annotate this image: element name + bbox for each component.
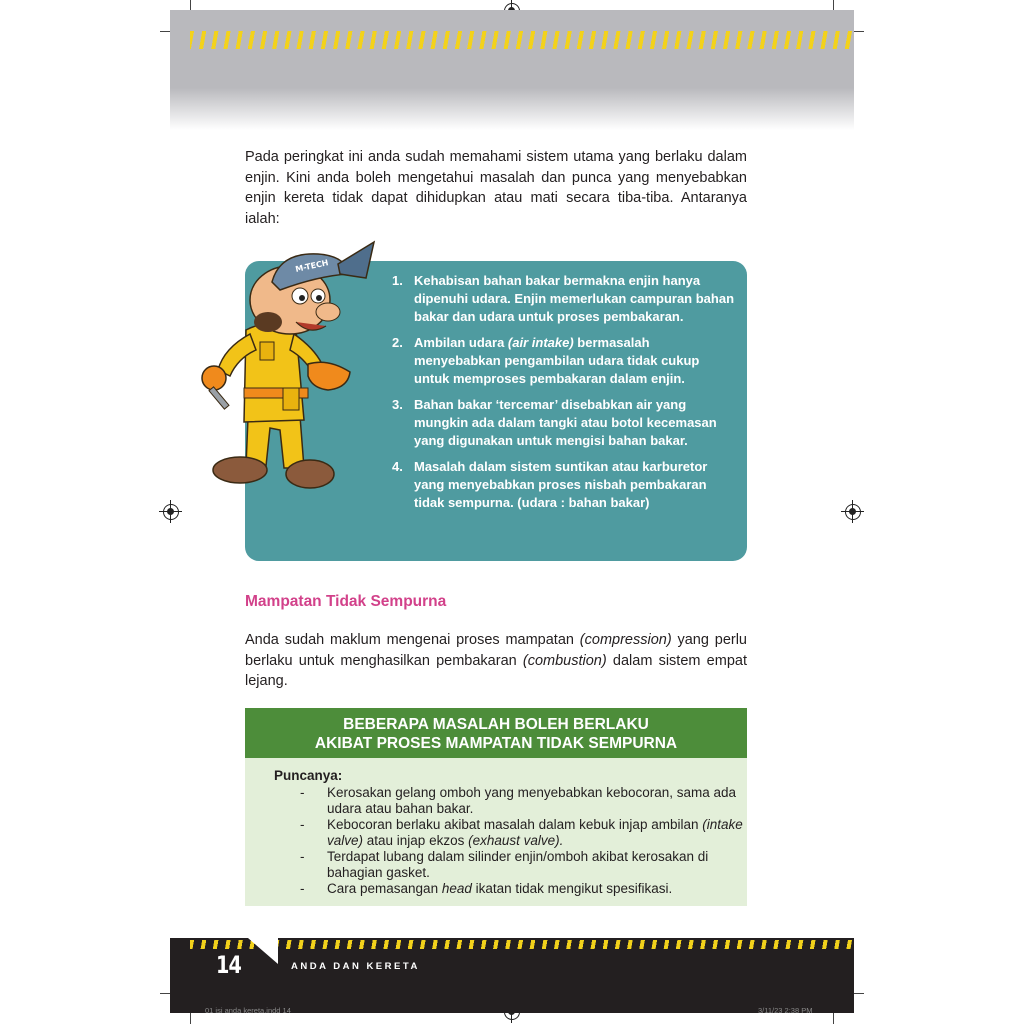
item-text: Terdapat lubang dalam silinder enjin/omboh akibat kerosakan di bahagian gasket. xyxy=(327,849,709,880)
list-item xyxy=(274,817,747,849)
list-bullet: - xyxy=(300,881,305,896)
compression-paragraph xyxy=(245,630,747,692)
item-text: Kerosakan gelang omboh yang menyebabkan kebocoran, sama ada udara atau bahan bakar. xyxy=(327,785,737,816)
issues-box-header xyxy=(245,708,747,758)
print-slug: 01 isi anda kereta.indd 14 xyxy=(205,1006,291,1015)
print-slug-date: 3/11/23 2:38 PM xyxy=(758,1006,813,1015)
item-text: Cara pemasangan xyxy=(327,881,442,896)
item-text: bermasalah menyebabkan pengambilan udara tidak cukup untuk memproses pembakaran dalam enjin. xyxy=(414,335,700,386)
paragraph-text: Anda sudah maklum mengenai proses mampatan xyxy=(245,632,580,648)
item-text: Kehabisan bahan bakar bermakna enjin hanya dipenuhi udara. Enjin memerlukan campuran bahan bakar dan udara untuk proses pembakaran. xyxy=(414,273,735,324)
list-item xyxy=(392,458,737,512)
list-bullet: - xyxy=(300,817,305,832)
list-item xyxy=(274,881,747,897)
list-item xyxy=(392,396,737,450)
mechanic-mascot-illustration xyxy=(188,238,378,498)
registration-mark-icon xyxy=(163,504,179,520)
paragraph-text: yang perlu berlaku untuk menghasilkan pembakaran xyxy=(245,632,747,669)
item-text: Bahan bakar ‘tercemar’ disebabkan air yang mungkin ada dalam tangki atau botol kecemasan yang digunakan untuk mengisi bahan bakar. xyxy=(414,397,717,448)
intro-paragraph: Pada peringkat ini anda sudah memahami sistem utama yang berlaku dalam enjin. Kini anda boleh mengetahui masalah dan punca yang menyebabkan enjin kereta tidak dapat dihidupkan atau mati secara tiba-tiba. Antaranya ialah: xyxy=(245,149,747,227)
item-number: 4. xyxy=(392,459,403,474)
item-number: 2. xyxy=(392,335,403,350)
item-term: (exhaust valve). xyxy=(468,833,564,848)
item-term: head xyxy=(441,881,472,896)
hazard-stripes xyxy=(190,31,854,49)
footer-notch xyxy=(248,938,278,964)
list-item xyxy=(392,272,737,326)
causes-label: Puncanya: xyxy=(274,768,343,783)
item-text: atau injap ekzos xyxy=(363,833,469,848)
list-bullet: - xyxy=(300,785,305,800)
section-heading: Mampatan Tidak Sempurna xyxy=(245,593,447,610)
registration-mark-icon xyxy=(845,504,861,520)
paragraph-term: (combustion) xyxy=(522,652,607,669)
item-term: (air intake) xyxy=(507,335,574,350)
header-band xyxy=(170,10,854,130)
issues-box-title: AKIBAT PROSES MAMPATAN TIDAK SEMPURNA xyxy=(314,735,678,752)
causes-list xyxy=(274,785,747,897)
item-term: (intake valve) xyxy=(327,817,743,848)
paragraph-term: (compression) xyxy=(579,632,672,648)
item-text: Kebocoran berlaku akibat masalah dalam kebuk injap ambilan xyxy=(327,817,703,832)
book-title: ANDA DAN KERETA xyxy=(291,961,420,972)
paragraph-text: dalam sistem empat lejang. xyxy=(245,652,747,689)
item-text: Masalah dalam sistem suntikan atau karburetor yang menyebabkan proses nisbah pembakaran tidak sempurna. (udara : bahan bakar) xyxy=(414,459,708,510)
cap-logo-text: M-TECH xyxy=(294,258,330,274)
list-bullet: - xyxy=(300,849,305,864)
list-item xyxy=(274,849,747,881)
item-number: 3. xyxy=(392,397,403,412)
hazard-stripes xyxy=(190,940,854,949)
list-item xyxy=(392,334,737,388)
issues-box-body xyxy=(245,758,747,906)
item-number: 1. xyxy=(392,273,403,288)
issues-box-title: BEBERAPA MASALAH BOLEH BERLAKU xyxy=(343,716,649,733)
page-number: 14 xyxy=(216,951,242,979)
problems-list xyxy=(392,272,737,520)
item-text: Ambilan udara xyxy=(414,335,508,350)
list-item xyxy=(274,785,747,817)
item-text: ikatan tidak mengikut spesifikasi. xyxy=(471,881,673,896)
